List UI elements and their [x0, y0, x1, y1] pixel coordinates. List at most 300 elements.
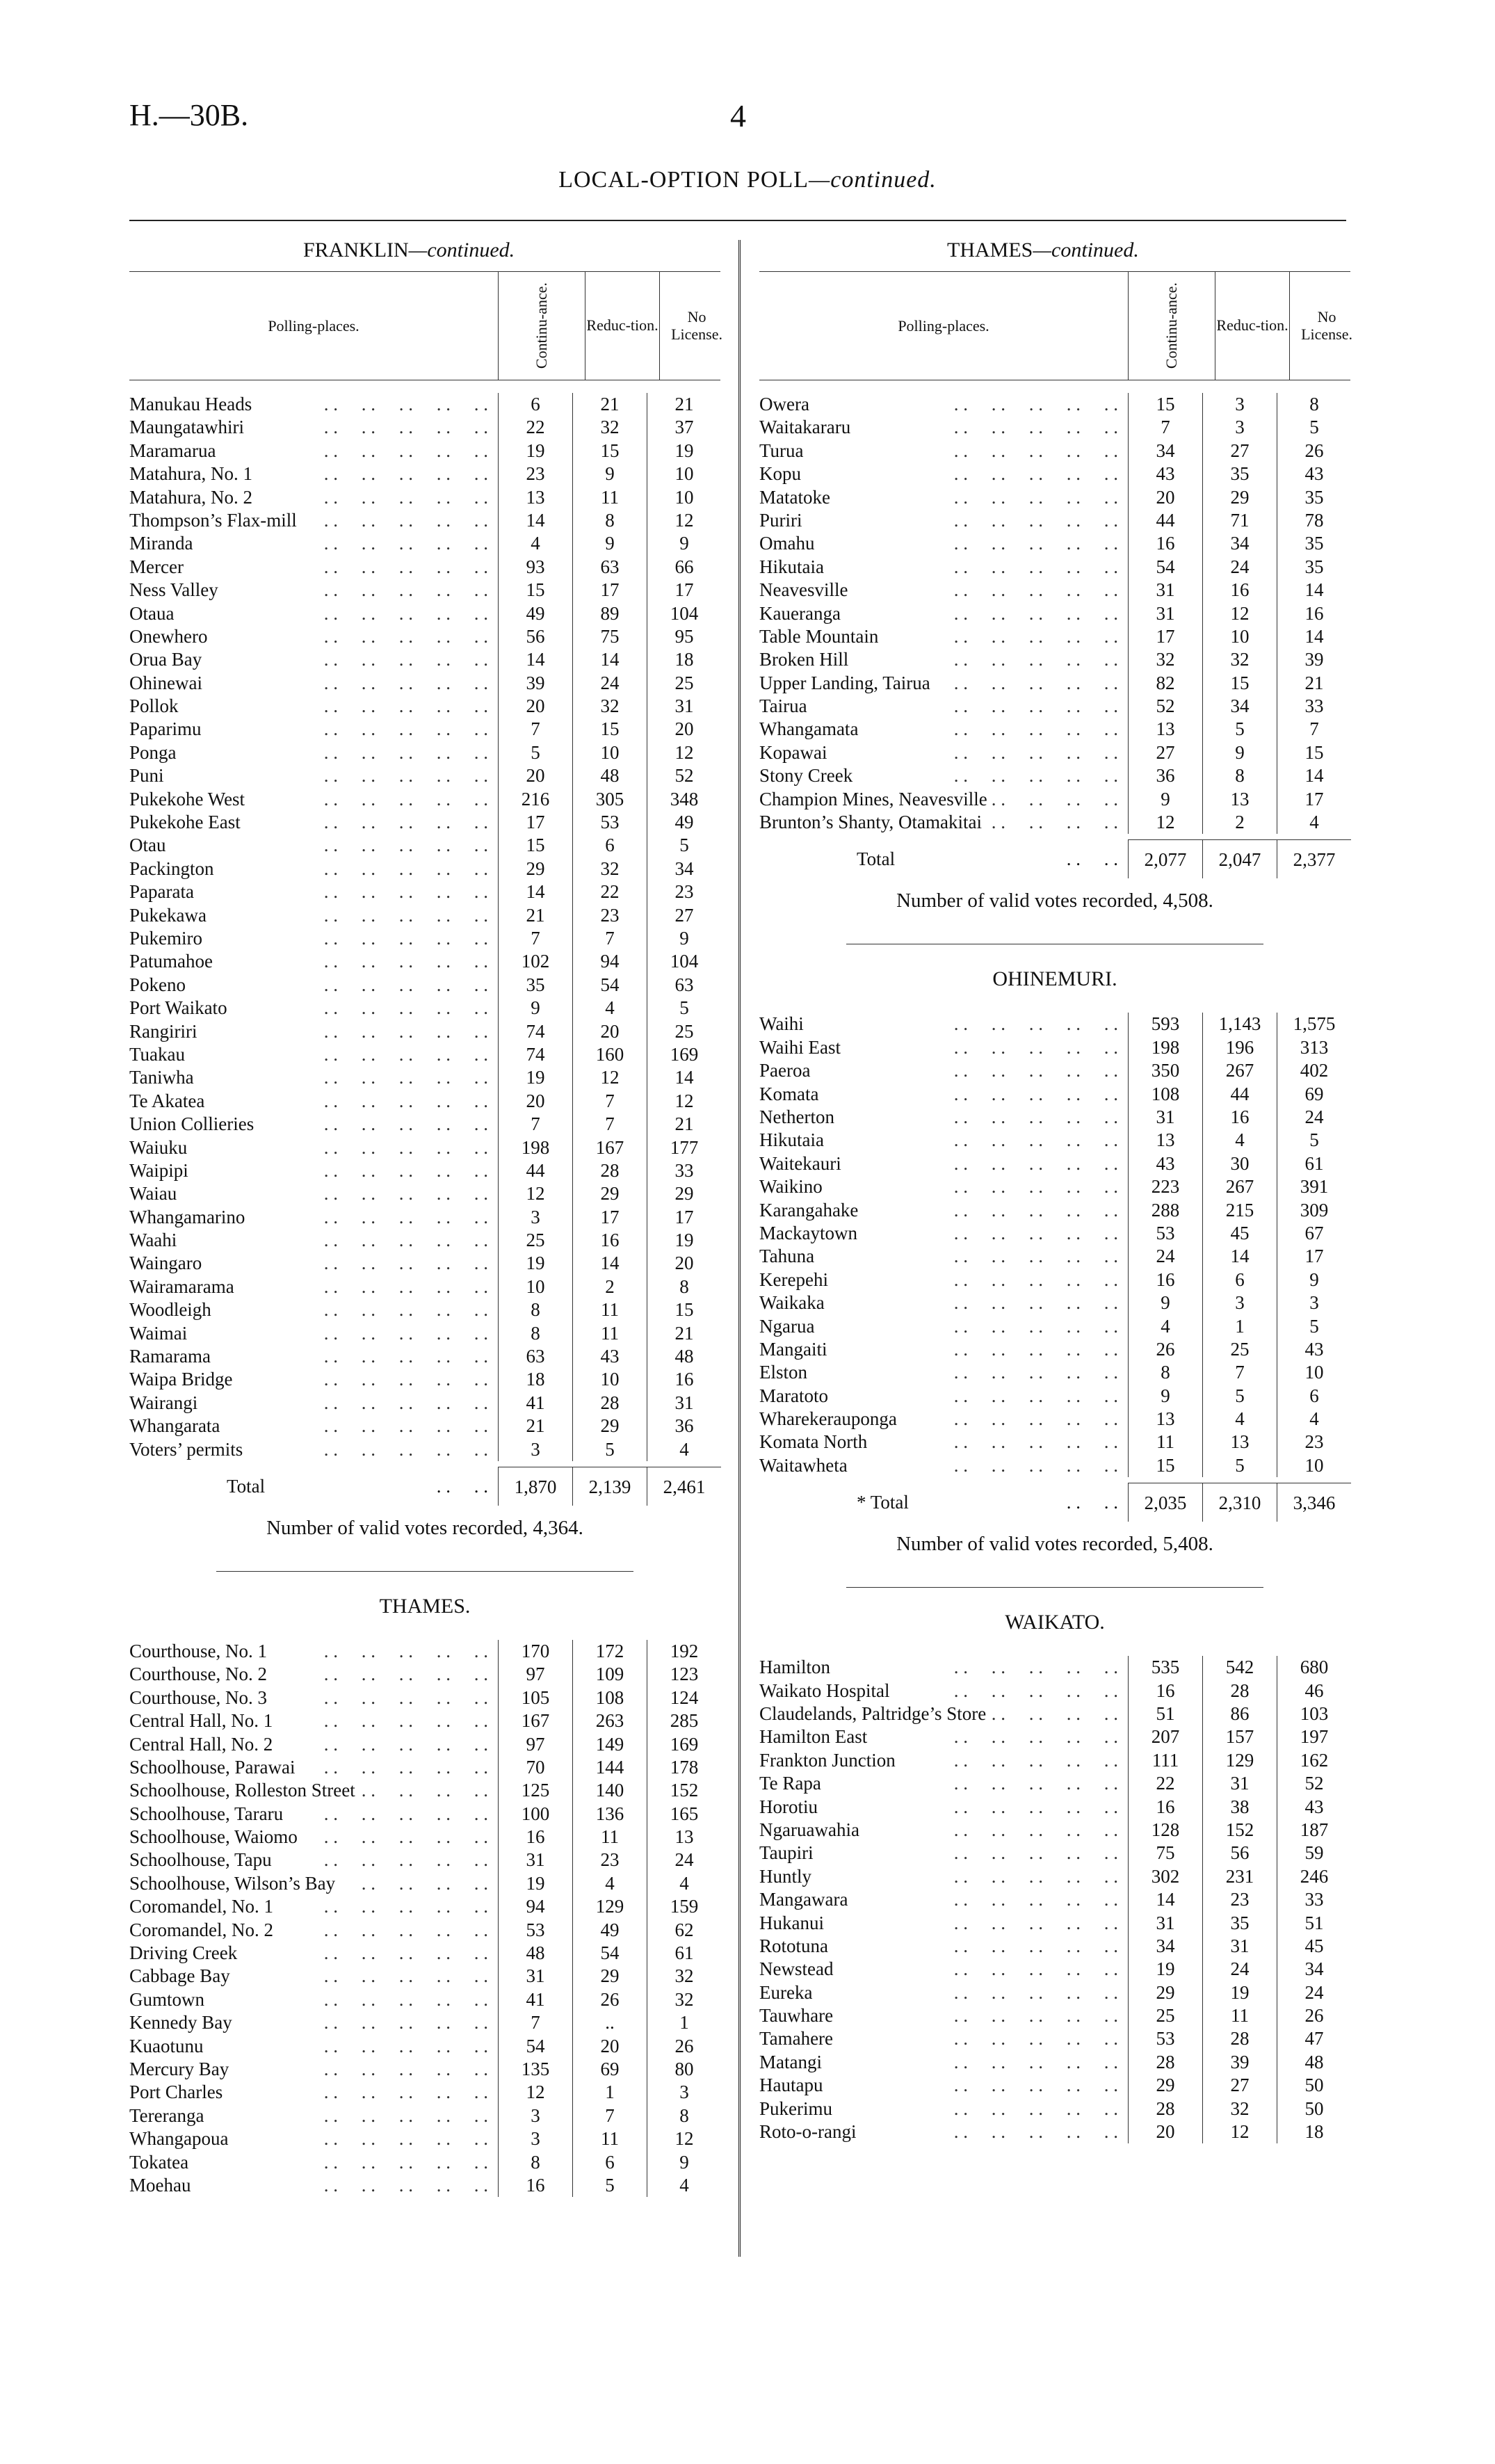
continuance-value: 28	[1128, 2097, 1202, 2120]
polling-place-name	[129, 625, 498, 648]
polling-place-label: Central Hall, No. 2	[129, 1734, 277, 1755]
polling-place-label: Schoolhouse, Tararu	[129, 1803, 287, 1824]
polling-place-label: Komata	[759, 1084, 823, 1104]
no-license-value: 14	[1277, 625, 1351, 648]
thames-cont-table-row	[759, 625, 1350, 648]
polling-place-name	[759, 1245, 1128, 1268]
no-license-value: 34	[1277, 1958, 1351, 1981]
continuance-value: 15	[498, 834, 572, 857]
no-license-value: 8	[647, 2104, 721, 2127]
reduction-value: 196	[1202, 1036, 1277, 1059]
franklin-table-row	[129, 1392, 720, 1415]
polling-place-name	[129, 462, 498, 485]
franklin-table-row	[129, 1368, 720, 1391]
polling-place-name	[759, 741, 1128, 764]
polling-place-name	[129, 1803, 498, 1826]
continuance-value: 8	[498, 1322, 572, 1345]
waikato-table-row	[759, 1772, 1350, 1795]
polling-place-label: Courthouse, No. 1	[129, 1641, 271, 1661]
polling-place-label: Ngaruawahia	[759, 1819, 864, 1840]
polling-place-name	[129, 2081, 498, 2104]
reduction-value: 86	[1202, 1702, 1277, 1725]
thames-cont-title-continued: —continued.	[1033, 239, 1139, 261]
no-license-value: 14	[1277, 764, 1351, 787]
reduction-value: 28	[1202, 2027, 1277, 2050]
thames-table-row	[129, 1663, 720, 1686]
continuance-value: 29	[1128, 1981, 1202, 2004]
polling-place-label: Waihi East	[759, 1037, 845, 1058]
franklin-table-row	[129, 974, 720, 997]
continuance-value: 6	[498, 393, 572, 416]
continuance-value: 53	[1128, 2027, 1202, 2050]
reduction-value: 54	[572, 974, 647, 997]
franklin-title	[129, 230, 720, 271]
reduction-value: 11	[1202, 2004, 1277, 2027]
no-license-value: 48	[647, 1345, 721, 1368]
franklin-table-row	[129, 1159, 720, 1182]
polling-place-label: Owera	[759, 394, 814, 414]
no-license-value: 52	[647, 764, 721, 787]
no-license-value: 12	[647, 509, 721, 532]
continuance-value: 97	[498, 1733, 572, 1756]
continuance-value: 31	[1128, 1912, 1202, 1935]
polling-place-label: Courthouse, No. 2	[129, 1664, 271, 1684]
polling-place-label: Puni	[129, 765, 168, 786]
continuance-value: 70	[498, 1756, 572, 1779]
no-license-value: 21	[647, 1322, 721, 1345]
franklin-table-row	[129, 1020, 720, 1043]
polling-place-label: Matahura, No. 2	[129, 487, 257, 508]
polling-place-name	[759, 1269, 1128, 1291]
waikato-table-row	[759, 1702, 1350, 1725]
polling-place-label: Taniwha	[129, 1067, 198, 1088]
no-license-value: 12	[647, 2127, 721, 2150]
polling-place-label: Newstead	[759, 1958, 837, 1979]
continuance-value: 4	[1128, 1315, 1202, 1338]
ohinemuri-table-row	[759, 1036, 1350, 1059]
polling-place-label: Central Hall, No. 1	[129, 1710, 277, 1731]
polling-place-label: Mercury Bay	[129, 2059, 233, 2079]
reduction-value: 109	[572, 1663, 647, 1686]
polling-place-label: Omahu	[759, 533, 818, 554]
franklin-table-row	[129, 741, 720, 764]
waikato-table-row	[759, 2097, 1350, 2120]
no-license-value: 7	[1277, 718, 1351, 741]
polling-place-label: Brunton’s Shanty, Otamakitai	[759, 812, 986, 832]
continuance-value: 56	[498, 625, 572, 648]
polling-place-label: Hamilton	[759, 1657, 834, 1677]
no-license-value: 61	[1277, 1152, 1351, 1175]
ohinemuri-table-row	[759, 1431, 1350, 1454]
continuance-value: 216	[498, 788, 572, 811]
reduction-value: 32	[1202, 2097, 1277, 2120]
no-license-value: 104	[647, 602, 721, 625]
polling-place-label: Kopawai	[759, 742, 831, 763]
continuance-value: 35	[498, 974, 572, 997]
polling-place-label: Wairamarama	[129, 1276, 239, 1297]
polling-place-name	[759, 2027, 1128, 2050]
waikato-table-row	[759, 1842, 1350, 1865]
polling-place-label: Whangamata	[759, 718, 862, 739]
continuance-value: 13	[498, 486, 572, 509]
reduction-value: 20	[572, 2035, 647, 2058]
polling-place-label: Thompson’s Flax-mill	[129, 510, 301, 531]
reduction-value: 12	[572, 1066, 647, 1089]
header-no-license: No License.	[1289, 272, 1364, 380]
reduction-value: 7	[572, 927, 647, 950]
no-license-value: 9	[647, 532, 721, 555]
reduction-value: 27	[1202, 440, 1277, 462]
franklin-table-row	[129, 486, 720, 509]
reduction-value: 29	[1202, 486, 1277, 509]
reduction-value: 43	[572, 1345, 647, 1368]
ohinemuri-table-row	[759, 1361, 1350, 1384]
polling-place-name	[759, 486, 1128, 509]
continuance-value: 7	[1128, 416, 1202, 439]
reduction-value: 25	[1202, 1338, 1277, 1361]
header-continuance	[1128, 272, 1215, 380]
ohinemuri-table-row	[759, 1291, 1350, 1314]
no-license-value: 80	[647, 2058, 721, 2081]
no-license-value: 35	[1277, 556, 1351, 579]
polling-place-name	[759, 1013, 1128, 1036]
reduction-value: 11	[572, 1826, 647, 1849]
waikato-table-row	[759, 1819, 1350, 1842]
reduction-value: 231	[1202, 1865, 1277, 1888]
polling-place-name	[759, 811, 1128, 834]
thames-table-row	[129, 2127, 720, 2150]
polling-place-name	[129, 509, 498, 532]
polling-place-name	[129, 1113, 498, 1136]
continuance-value: 8	[498, 1298, 572, 1321]
continuance-value: 167	[498, 1709, 572, 1732]
reduction-value: 14	[1202, 1245, 1277, 1268]
polling-place-name	[129, 2151, 498, 2174]
continuance-value: 34	[1128, 1935, 1202, 1958]
no-license-value: 26	[647, 2035, 721, 2058]
no-license-value: 10	[1277, 1361, 1351, 1384]
polling-place-name	[129, 672, 498, 695]
reduction-value: 32	[572, 857, 647, 880]
reduction-value: 267	[1202, 1059, 1277, 1082]
no-license-value: 45	[1277, 1935, 1351, 1958]
polling-place-label: Packington	[129, 858, 218, 879]
polling-place-label: Pukemiro	[129, 928, 207, 949]
polling-place-name	[759, 2051, 1128, 2074]
waikato-table-row	[759, 1725, 1350, 1748]
franklin-table-row	[129, 904, 720, 927]
no-license-value: 4	[647, 1872, 721, 1895]
no-license-value: 69	[1277, 1083, 1351, 1106]
polling-place-label: Matatoke	[759, 487, 834, 508]
franklin-table-row	[129, 1113, 720, 1136]
continuance-value: 207	[1128, 1725, 1202, 1748]
polling-place-label: Claudelands, Paltridge’s Store	[759, 1703, 990, 1724]
ohinemuri-table-row	[759, 1199, 1350, 1222]
polling-place-label: Woodleigh	[129, 1299, 216, 1320]
polling-place-label: Waikaka	[759, 1292, 829, 1313]
no-license-value: 152	[647, 1779, 721, 1802]
polling-place-label: Pukerimu	[759, 2098, 837, 2119]
polling-place-label: Upper Landing, Tairua	[759, 673, 935, 693]
no-license-value: 23	[1277, 1431, 1351, 1454]
reduction-value: 4	[572, 997, 647, 1020]
continuance-value: 22	[498, 416, 572, 439]
no-license-value: 165	[647, 1803, 721, 1826]
franklin-table-row	[129, 1415, 720, 1438]
reduction-value: 11	[572, 1298, 647, 1321]
franklin-table-row	[129, 927, 720, 950]
franklin-table-row	[129, 880, 720, 903]
thames-table-row	[129, 1919, 720, 1942]
polling-place-name	[129, 834, 498, 857]
polling-place-label: Mackaytown	[759, 1223, 862, 1243]
no-license-value: 192	[647, 1640, 721, 1663]
no-license-value: 50	[1277, 2074, 1351, 2097]
polling-place-name	[759, 1702, 1128, 1725]
franklin-table-row	[129, 1322, 720, 1345]
continuance-value: 593	[1128, 1013, 1202, 1036]
ohinemuri-rows	[759, 1000, 1350, 1477]
thames-cont-table-row	[759, 602, 1350, 625]
reduction-value: 28	[1202, 1680, 1277, 1702]
no-license-value: 35	[1277, 486, 1351, 509]
reduction-value: 157	[1202, 1725, 1277, 1748]
polling-place-name	[129, 1090, 498, 1113]
continuance-value: 17	[1128, 625, 1202, 648]
continuance-value: 5	[498, 741, 572, 764]
polling-place-name	[129, 648, 498, 671]
waikato-table-row	[759, 1796, 1350, 1819]
continuance-value: 100	[498, 1803, 572, 1826]
continuance-value: 29	[498, 857, 572, 880]
polling-place-name	[759, 1981, 1128, 2004]
thames-table-row	[129, 1942, 720, 1965]
thames-cont-table-row	[759, 764, 1350, 787]
reduction-value: 15	[572, 440, 647, 462]
reduction-value: 69	[572, 2058, 647, 2081]
no-license-value: 103	[1277, 1702, 1351, 1725]
polling-place-name	[759, 1175, 1128, 1198]
no-license-value: 5	[647, 834, 721, 857]
polling-place-label: Kuaotunu	[129, 2036, 207, 2056]
polling-place-name	[759, 1408, 1128, 1431]
polling-place-label: Waipa Bridge	[129, 1369, 237, 1390]
polling-place-name	[129, 1182, 498, 1205]
no-license-value: 162	[1277, 1749, 1351, 1772]
reduction-value: 5	[1202, 1385, 1277, 1408]
ohinemuri-table-row	[759, 1245, 1350, 1268]
reduction-value: 54	[572, 1942, 647, 1965]
polling-place-name	[129, 904, 498, 927]
thames-cont-table-row	[759, 486, 1350, 509]
thames-cont-table-row	[759, 393, 1350, 416]
polling-place-name	[759, 1772, 1128, 1795]
no-license-value: 178	[647, 1756, 721, 1779]
polling-place-label: Waipipi	[129, 1160, 193, 1181]
polling-place-name	[759, 1431, 1128, 1454]
franklin-table-row	[129, 648, 720, 671]
ohinemuri-table-row	[759, 1408, 1350, 1431]
reduction-value: 129	[1202, 1749, 1277, 1772]
reduction-value: 1,143	[1202, 1013, 1277, 1036]
reduction-value: 38	[1202, 1796, 1277, 1819]
continuance-value: 43	[1128, 1152, 1202, 1175]
no-license-value: 1	[647, 2011, 721, 2034]
polling-place-label: Coromandel, No. 2	[129, 1919, 277, 1940]
no-license-value: 12	[647, 741, 721, 764]
polling-place-label: Waitawheta	[759, 1455, 852, 1476]
continuance-value: 102	[498, 950, 572, 973]
reduction-value: 10	[1202, 625, 1277, 648]
no-license-value: 34	[647, 857, 721, 880]
polling-place-label: Ness Valley	[129, 579, 223, 600]
polling-place-label: Kerepehi	[759, 1269, 832, 1290]
reduction-value: 53	[572, 811, 647, 834]
reduction-value: 6	[1202, 1269, 1277, 1291]
polling-place-label: Horotiu	[759, 1796, 822, 1817]
continuance-value: 223	[1128, 1175, 1202, 1198]
no-license-value: 285	[647, 1709, 721, 1732]
reduction-value: 17	[572, 1206, 647, 1229]
continuance-value: 12	[498, 1182, 572, 1205]
continuance-value: 3	[498, 1206, 572, 1229]
no-license-value: 6	[1277, 1385, 1351, 1408]
polling-place-name	[129, 1872, 498, 1895]
continuance-value: 26	[1128, 1338, 1202, 1361]
polling-place-name	[759, 625, 1128, 648]
reduction-value: 23	[572, 904, 647, 927]
polling-place-label: Pukekohe West	[129, 789, 249, 810]
no-license-value: 24	[1277, 1981, 1351, 2004]
continuance-value: 82	[1128, 672, 1202, 695]
continuance-value: 52	[1128, 695, 1202, 718]
reduction-value: 89	[572, 602, 647, 625]
no-license-value: 14	[1277, 579, 1351, 602]
reduction-value: 48	[572, 764, 647, 787]
polling-place-name	[129, 1733, 498, 1756]
continuance-value: 21	[498, 1415, 572, 1438]
polling-place-name	[759, 1819, 1128, 1842]
polling-place-name	[759, 393, 1128, 416]
no-license-value: 31	[647, 695, 721, 718]
no-license-value: 25	[647, 672, 721, 695]
polling-place-label: Rangiriri	[129, 1021, 201, 1042]
polling-place-label: Maungatawhiri	[129, 417, 248, 437]
continuance-value: 31	[1128, 1106, 1202, 1129]
reduction-value: 9	[572, 462, 647, 485]
reduction-value: 136	[572, 1803, 647, 1826]
no-license-value: 31	[647, 1392, 721, 1415]
franklin-total-no-license: 2,461	[647, 1467, 721, 1506]
thames-cont-table-row	[759, 811, 1350, 834]
continuance-value: 74	[498, 1020, 572, 1043]
polling-place-label: Waiuku	[129, 1137, 191, 1158]
thames-table-row	[129, 1756, 720, 1779]
polling-place-name	[129, 1275, 498, 1298]
franklin-table-row	[129, 393, 720, 416]
polling-place-name	[129, 695, 498, 718]
thames-cont-table-row	[759, 416, 1350, 439]
reduction-value: 7	[572, 2104, 647, 2127]
polling-place-name	[759, 1888, 1128, 1911]
polling-place-label: Ohinewai	[129, 673, 207, 693]
continuance-value: 128	[1128, 1819, 1202, 1842]
franklin-table-row	[129, 579, 720, 602]
continuance-value: 13	[1128, 1129, 1202, 1152]
polling-place-label: Kopu	[759, 463, 805, 484]
continuance-value: 198	[498, 1136, 572, 1159]
no-license-value: 15	[1277, 741, 1351, 764]
waikato-table-row	[759, 1656, 1350, 1679]
franklin-table-row	[129, 788, 720, 811]
polling-place-label: Cabbage Bay	[129, 1965, 234, 1986]
continuance-value: 8	[1128, 1361, 1202, 1384]
continuance-value: 51	[1128, 1702, 1202, 1725]
reduction-value: 1	[1202, 1315, 1277, 1338]
polling-place-label: Huntly	[759, 1866, 816, 1887]
page-number: 4	[730, 98, 746, 134]
polling-place-name	[759, 1656, 1128, 1679]
no-license-value: 177	[647, 1136, 721, 1159]
no-license-value: 50	[1277, 2097, 1351, 2120]
polling-place-name	[759, 440, 1128, 462]
no-license-value: 43	[1277, 1338, 1351, 1361]
polling-place-label: Kaueranga	[759, 603, 845, 624]
franklin-table-row	[129, 1043, 720, 1066]
continuance-value: 350	[1128, 1059, 1202, 1082]
reduction-value: 9	[572, 532, 647, 555]
thames-cont-title-text: THAMES	[947, 239, 1033, 261]
polling-place-label: Onewhero	[129, 626, 211, 647]
no-license-value: 15	[647, 1298, 721, 1321]
polling-place-label: Komata North	[759, 1431, 871, 1452]
polling-place-name	[129, 1322, 498, 1345]
polling-place-label: Hamilton East	[759, 1726, 871, 1747]
no-license-value: 43	[1277, 462, 1351, 485]
polling-place-label: Whangapoua	[129, 2128, 232, 2149]
reduction-value: 3	[1202, 1291, 1277, 1314]
thames-table-row	[129, 1872, 720, 1895]
continuance-value: 19	[1128, 1958, 1202, 1981]
continuance-value: 93	[498, 556, 572, 579]
polling-place-name	[759, 1291, 1128, 1314]
no-license-value: 32	[647, 1988, 721, 2011]
continuance-value: 9	[1128, 1385, 1202, 1408]
polling-place-label: Te Rapa	[759, 1773, 825, 1794]
continuance-value: 31	[498, 1849, 572, 1871]
no-license-value: 62	[647, 1919, 721, 1942]
continuance-value: 54	[498, 2035, 572, 2058]
franklin-table-row	[129, 416, 720, 439]
polling-place-name	[129, 1136, 498, 1159]
waikato-table-row	[759, 1865, 1350, 1888]
franklin-table-row	[129, 556, 720, 579]
thames-cont-table-header	[759, 271, 1350, 380]
polling-place-name	[129, 1849, 498, 1871]
ohinemuri-table-row	[759, 1338, 1350, 1361]
no-license-value: 36	[647, 1415, 721, 1438]
reduction-value: 34	[1202, 532, 1277, 555]
reduction-value: 21	[572, 393, 647, 416]
waikato-table-row	[759, 1749, 1350, 1772]
no-license-value: 123	[647, 1663, 721, 1686]
no-license-value: 33	[1277, 695, 1351, 718]
continuance-value: 288	[1128, 1199, 1202, 1222]
polling-place-name	[129, 1252, 498, 1275]
polling-place-label: Gumtown	[129, 1989, 209, 2010]
continuance-value: 12	[498, 2081, 572, 2104]
